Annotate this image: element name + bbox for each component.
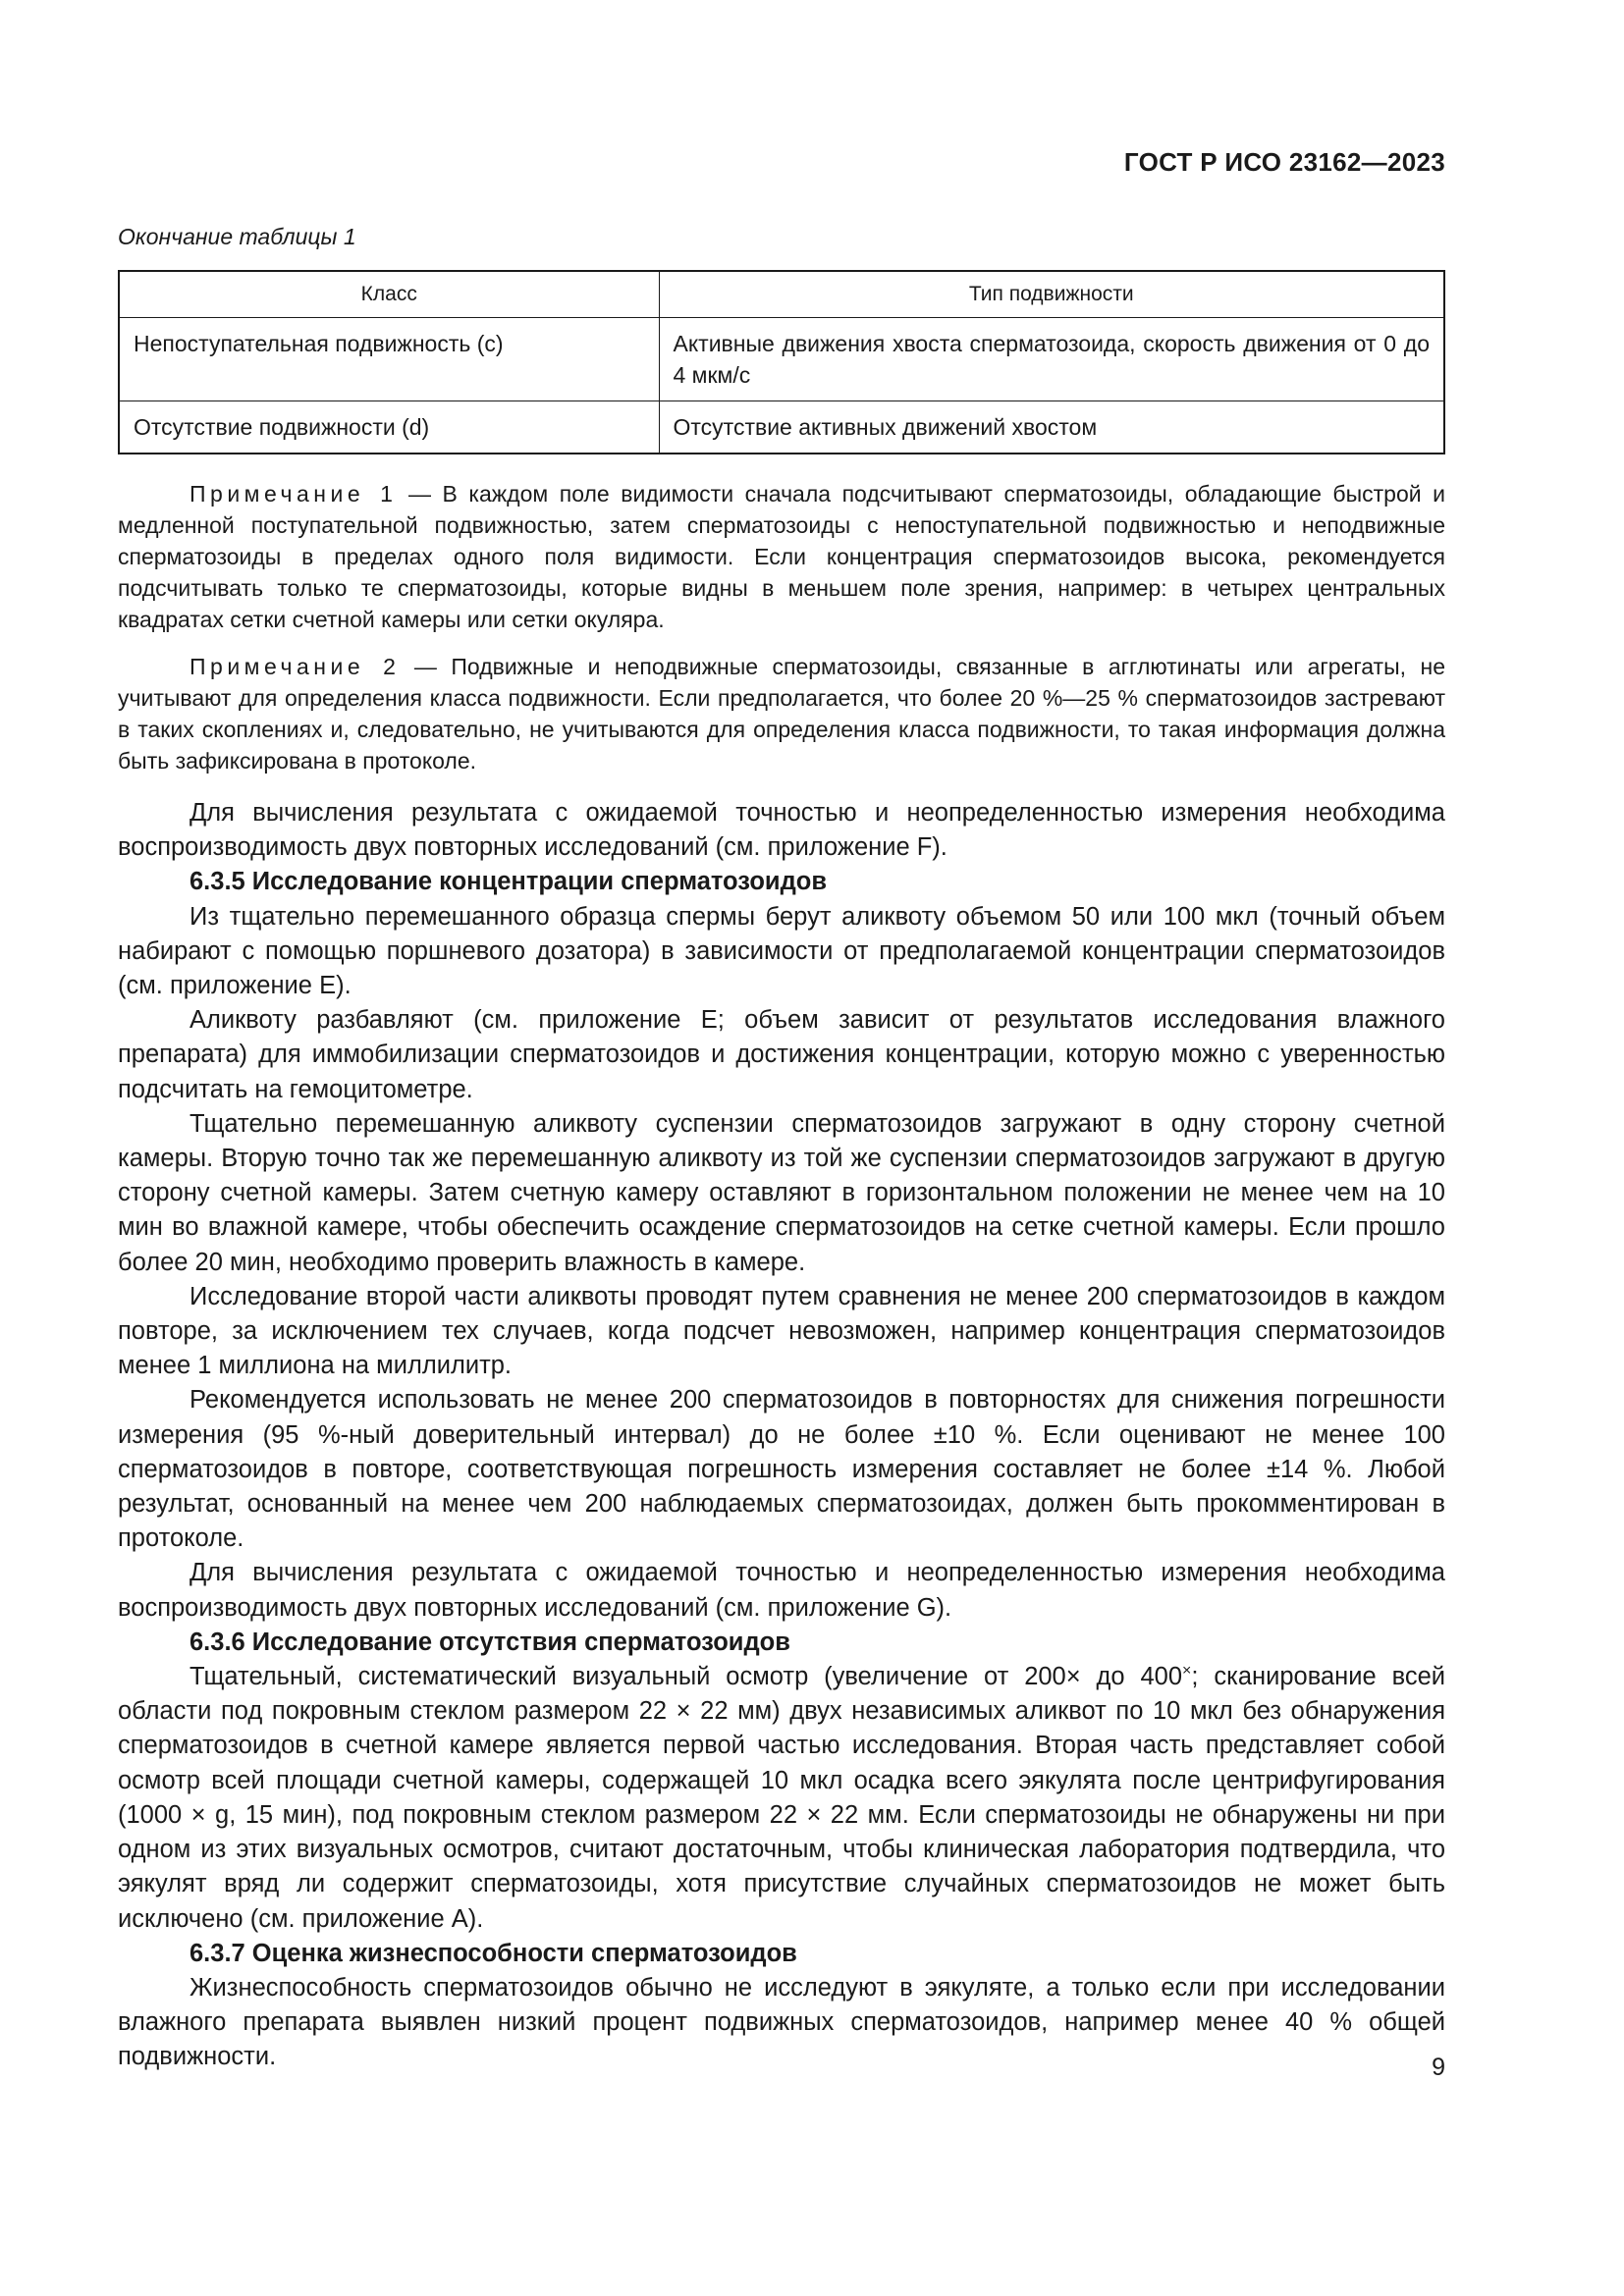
column-header-class: Класс [119, 271, 659, 318]
table-cell-motility-type: Отсутствие активных движений хвостом [659, 401, 1444, 454]
table-note-1 [118, 478, 1445, 635]
table-row [119, 318, 1444, 401]
table-caption: Окончание таблицы 1 [118, 224, 356, 249]
motility-table [118, 270, 1445, 454]
note-label: Примечание 1 [189, 481, 398, 507]
paragraph: Жизнеспособность сперматозоидов обычно не исследуют в эякуляте, а только если при исследовании влажного препарата выявлен низкий процент подвижных сперматозоидов, например менее 40 % общей подвижности. [118, 1973, 1445, 2071]
note-text: — Подвижные и неподвижные сперматозоиды, связанные в агглютинаты или агрегаты, не учитывают для определения класса подвижности. Если предполагается, что более 20 %—25 % сперматозоидов застревают в таких скоплениях и, следовательно, не учитываются для определения класса подвижности, то такая информация должна быть зафиксирована в протоколе. [118, 654, 1445, 774]
paragraph-reproducibility: Для вычисления результата с ожидаемой точностью и неопределенностью измерения необходима воспроизводимость двух повторных исследований (см. приложение F). [118, 799, 1445, 862]
column-header-motility-type: Тип подвижности [659, 271, 1444, 318]
paragraph-text: Тщательный, систематический визуальный осмотр (увеличение от 200× до 400 [189, 1663, 1183, 1691]
table-cell-class: Отсутствие подвижности (d) [119, 401, 659, 454]
paragraph: Для вычисления результата с ожидаемой точностью и неопределенностью измерения необходима воспроизводимость двух повторных исследований (см. приложение G). [118, 1559, 1445, 1622]
table-note-2 [118, 651, 1445, 776]
superscript: × [1182, 1662, 1192, 1680]
paragraph-azoospermia-check [118, 1660, 1445, 1937]
paragraph-text: ; сканирование всей области под покровным стеклом размером 22 × 22 мм) двух независимых аликвот по 10 мкл без обнаружения сперматозоидов в счетной камере является первой частью исследования. Вторая часть представляет собой осмотр всей площади счетной камеры, содержащей 10 мкл осадка всего эякулята после центрифугирования (1000 × g, 15 мин), под покровным стеклом размером 22 × 22 мм. Если сперматозоиды не обнаружены ни при одном из этих визуальных осмотров, считают достаточным, чтобы клиническая лаборатория подтвердила, что эякулят вряд ли содержит сперматозоиды, хотя присутствие случайных сперматозоидов не может быть исключено (см. приложение А). [118, 1663, 1446, 1933]
paragraph: Аликвоту разбавляют (см. приложение Е; объем зависит от результатов исследования влажного препарата) для иммобилизации сперматозоидов и достижения концентрации, которую можно с уверенностью подсчитать на гемоцитометре. [118, 1006, 1445, 1103]
paragraph: Тщательно перемешанную аликвоту суспензии сперматозоидов загружают в одну сторону счетной камеры. Вторую точно так же перемешанную аликвоту из той же суспензии сперматозоидов загружают в другую сторону счетной камеры. Затем счетную камеру оставляют в горизонтальном положении не менее чем на 10 мин во влажной камере, чтобы обеспечить осаждение сперматозоидов на сетке счетной камеры. Если прошло более 20 мин, необходимо проверить влажность в камере. [118, 1109, 1445, 1276]
table-cell-class: Непоступательная подвижность (с) [119, 318, 659, 401]
table-cell-motility-type: Активные движения хвоста сперматозоида, скорость движения от 0 до 4 мкм/с [659, 318, 1444, 401]
section-heading-6-3-7: 6.3.7 Оценка жизнеспособности сперматозоидов [189, 1939, 797, 1967]
page-number: 9 [1432, 2054, 1445, 2081]
paragraph: Рекомендуется использовать не менее 200 сперматозоидов в повторностях для снижения погрешности измерения (95 %-ный доверительный интервал) до не более ±10 %. Если оценивают не менее 100 сперматозоидов в повторе, соответствующая погрешность измерения составляет не более ±14 %. Любой результат, основанный на менее чем 200 наблюдаемых сперматозоидах, должен быть прокомментирован в протоколе. [118, 1386, 1445, 1553]
note-text: — В каждом поле видимости сначала подсчитывают сперматозоиды, обладающие быстрой и медленной поступательной подвижностью, затем сперматозоиды с непоступательной подвижностью и неподвижные сперматозоиды в пределах одного поля видимости. Если концентрация сперматозоидов высока, рекомендуется подсчитывать только те сперматозоиды, которые видны в меньшем поле зрения, например: в четырех центральных квадратах сетки счетной камеры или сетки окуляра. [118, 481, 1445, 632]
table-row [119, 401, 1444, 454]
paragraph: Исследование второй части аликвоты проводят путем сравнения не менее 200 сперматозоидов в каждом повторе, за исключением тех случаев, когда подсчет невозможен, например концентрация сперматозоидов менее 1 миллиона на миллилитр. [118, 1282, 1445, 1380]
document-header: ГОСТ Р ИСО 23162—2023 [1123, 147, 1445, 177]
paragraph: Из тщательно перемешанного образца спермы берут аликвоту объемом 50 или 100 мкл (точный объем набирают с помощью поршневого дозатора) в зависимости от предполагаемой концентрации сперматозоидов (см. приложение Е). [118, 902, 1445, 1000]
section-heading-6-3-5: 6.3.5 Исследование концентрации сперматозоидов [189, 868, 828, 896]
note-label: Примечание 2 [189, 654, 401, 679]
section-heading-6-3-6: 6.3.6 Исследование отсутствия сперматозоидов [189, 1628, 790, 1656]
table-header-row [119, 271, 1444, 318]
page-content [118, 224, 1445, 2075]
